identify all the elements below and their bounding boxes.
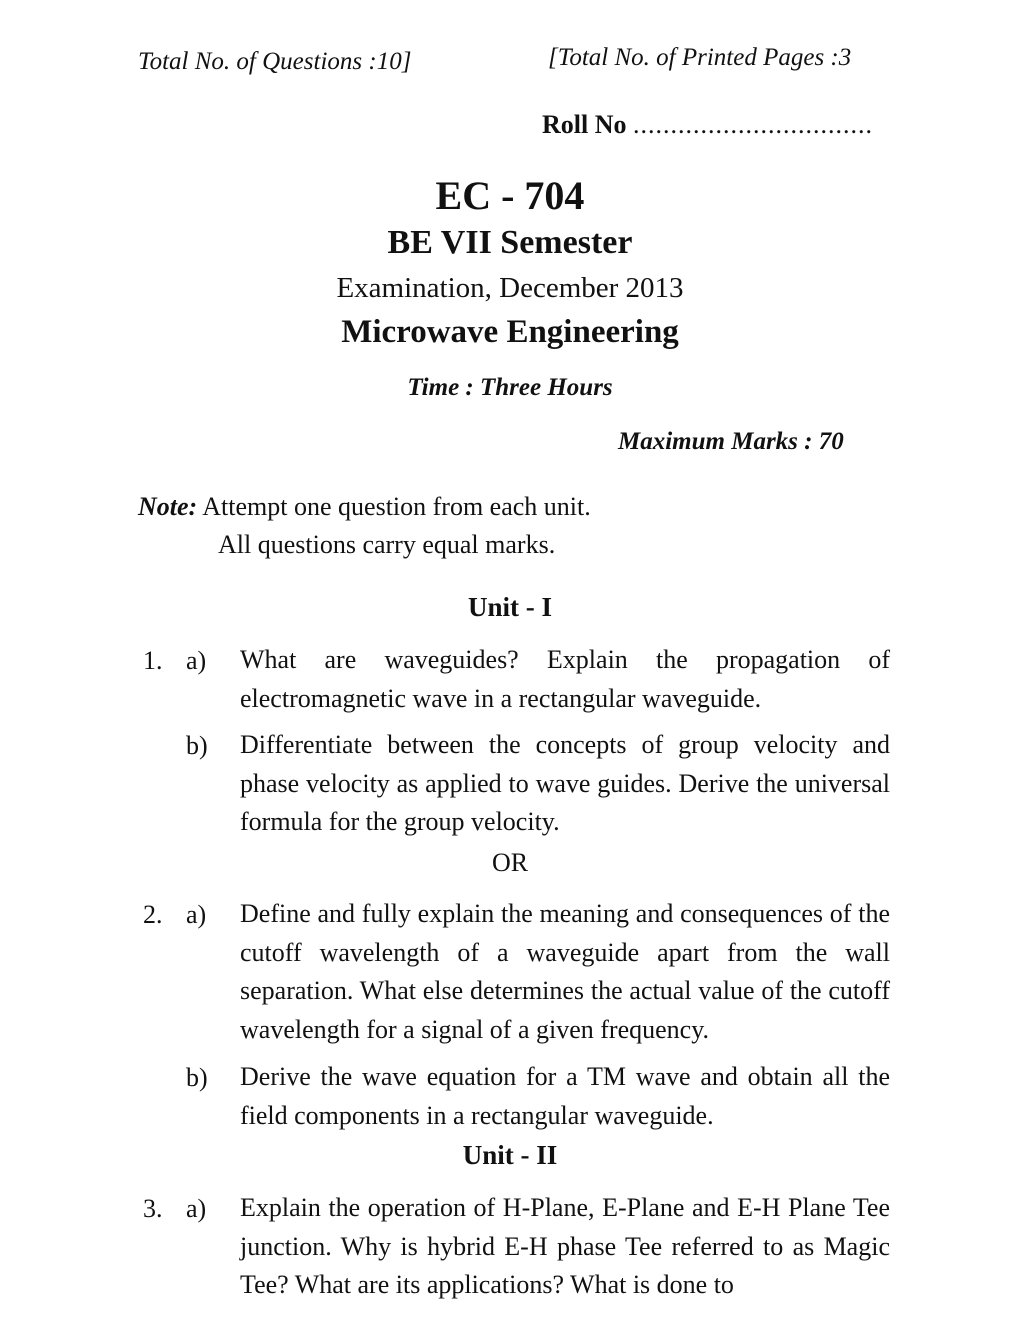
paper-code: EC - 704 <box>435 173 585 218</box>
subject-title: Microwave Engineering <box>341 314 679 350</box>
question-3a-text: Explain the operation of H-Plane, E-Plane and E-H Plane Tee junction. Why is hybrid E-H phase Tee referred to as Magic Tee? What are its applications? What is done to <box>240 1193 890 1299</box>
note-line-2: All questions carry equal marks. <box>218 530 556 559</box>
roll-dots: ................................ <box>633 110 873 139</box>
question-1-number: 1. <box>143 646 163 675</box>
roll-number-field <box>542 110 873 140</box>
exam-session: Examination, December 2013 <box>336 272 684 304</box>
total-printed-pages: [Total No. of Printed Pages :3 <box>548 44 852 71</box>
question-3a-label: a) <box>186 1194 207 1223</box>
question-1b-label: b) <box>186 731 208 760</box>
question-2b-text: Derive the wave equation for a TM wave and obtain all the field components in a rectangular waveguide. <box>240 1062 890 1130</box>
unit-2-heading: Unit - II <box>462 1140 558 1170</box>
or-divider: OR <box>491 848 529 877</box>
maximum-marks: Maximum Marks : 70 <box>618 428 844 455</box>
semester: BE VII Semester <box>387 224 633 261</box>
instructions-note <box>138 488 591 564</box>
note-line-1: Attempt one question from each unit. <box>202 492 591 521</box>
exam-time: Time : Three Hours <box>407 374 613 401</box>
question-3-number: 3. <box>143 1194 163 1223</box>
roll-label: Roll No <box>542 110 627 139</box>
question-2a-text: Define and fully explain the meaning and consequences of the cutoff wavelength of a waveguide apart from the wall separation. What else determines the actual value of the cutoff wavelength for a signal of a given frequency. <box>240 899 890 1044</box>
question-2b-label: b) <box>186 1063 208 1092</box>
total-questions: Total No. of Questions :10] <box>138 48 412 75</box>
question-1b-text: Differentiate between the concepts of group velocity and phase velocity as applied to wave guides. Derive the universal formula for the group velocity. <box>240 730 890 836</box>
question-2-number: 2. <box>143 900 163 929</box>
question-1a-label: a) <box>186 646 207 675</box>
question-2a-label: a) <box>186 900 207 929</box>
question-1a-text: What are waveguides? Explain the propagation of electromagnetic wave in a rectangular waveguide. <box>240 645 890 713</box>
unit-1-heading: Unit - I <box>467 592 552 622</box>
note-label: Note: <box>138 492 198 521</box>
